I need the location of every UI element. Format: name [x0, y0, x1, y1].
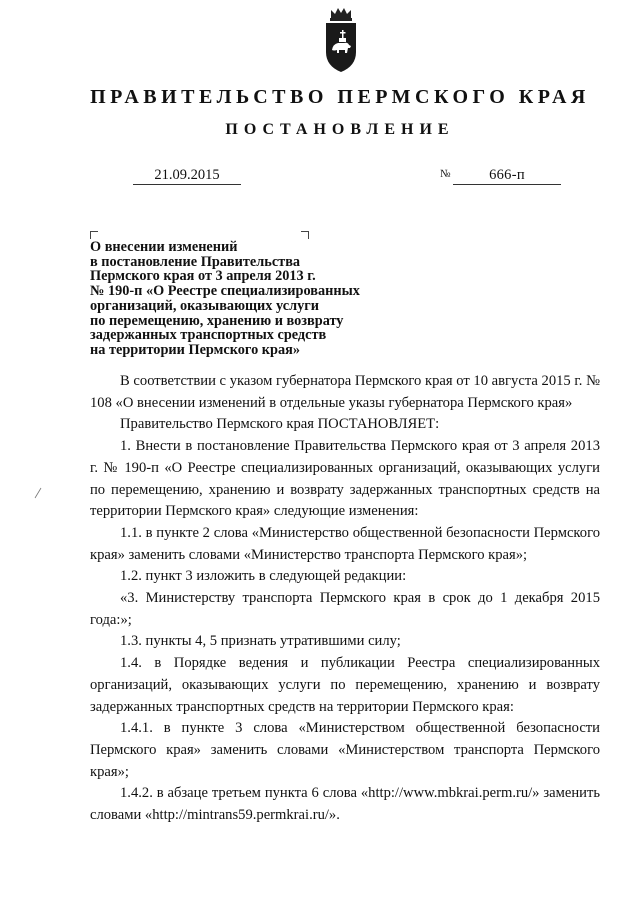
- subject-line: в постановление Правительства: [90, 253, 301, 270]
- decree-number: 666-п: [453, 166, 561, 185]
- body-paragraph: 1.4.1. в пункте 3 слова «Министерством общественной безопасности Пермского края» заменить словами «Министерством транспорта Пермского края»;: [90, 720, 600, 780]
- document-type-title: ПОСТАНОВЛЕНИЕ: [225, 121, 455, 138]
- subject-line: Пермского края от 3 апреля 2013 г.: [90, 268, 316, 285]
- subject-corner-mark-left: [90, 231, 98, 239]
- decree-subject: [90, 240, 380, 358]
- coat-of-arms-icon: [322, 6, 360, 76]
- subject-line: О внесении изменений: [90, 239, 238, 255]
- body-paragraph: «3. Министерству транспорта Пермского края в срок до 1 декабря 2015 года:»;: [90, 590, 600, 628]
- margin-pen-mark: [34, 487, 42, 499]
- body-paragraph: Правительство Пермского края ПОСТАНОВЛЯЕТ:: [120, 416, 440, 433]
- body-paragraph: 1.1. в пункте 2 слова «Министерство общественной безопасности Пермского края» заменить словами «Министерство транспорта Пермского края»;: [90, 524, 600, 563]
- decree-date: 21.09.2015: [133, 166, 241, 185]
- body-paragraph: 1.3. пункты 4, 5 признать утратившими силу;: [120, 633, 401, 650]
- subject-line: на территории Пермского края»: [90, 341, 301, 358]
- body-paragraph: 1.2. пункт 3 изложить в следующей редакции:: [120, 568, 407, 585]
- decree-body: [90, 371, 600, 827]
- subject-corner-mark-right: [301, 231, 309, 239]
- subject-line: № 190-п «О Реестре специализированных: [90, 283, 360, 300]
- body-paragraph: 1.4.2. в абзаце третьем пункта 6 слова «http://www.mbkrai.perm.ru/» заменить словами «http://mintrans59.permkrai.ru/».: [90, 785, 600, 824]
- body-paragraph: 1. Внести в постановление Правительства Пермского края от 3 апреля 2013 г. № 190-п «О Реестре специализированных организаций, оказывающих услуги по перемещению, хранению и возврату задержанных транспортных средств на территории Пермского края» следующие изменения:: [90, 438, 600, 520]
- government-title: ПРАВИТЕЛЬСТВО ПЕРМСКОГО КРАЯ: [90, 86, 590, 108]
- number-sign: №: [440, 168, 451, 180]
- body-paragraph: В соответствии с указом губернатора Пермского края от 10 августа 2015 г. № 108 «О внесении изменений в отдельные указы губернатора Пермского края»: [90, 373, 600, 411]
- subject-line: задержанных транспортных средств: [90, 327, 327, 344]
- subject-line: организаций, оказывающих услуги: [90, 297, 319, 314]
- body-paragraph: 1.4. в Порядке ведения и публикации Реестра специализированных организаций, оказывающих услуги по перемещению, хранению и возврату задержанных транспортных средств на территории Пермского края:: [90, 655, 600, 715]
- subject-line: по перемещению, хранению и возврату: [90, 312, 344, 329]
